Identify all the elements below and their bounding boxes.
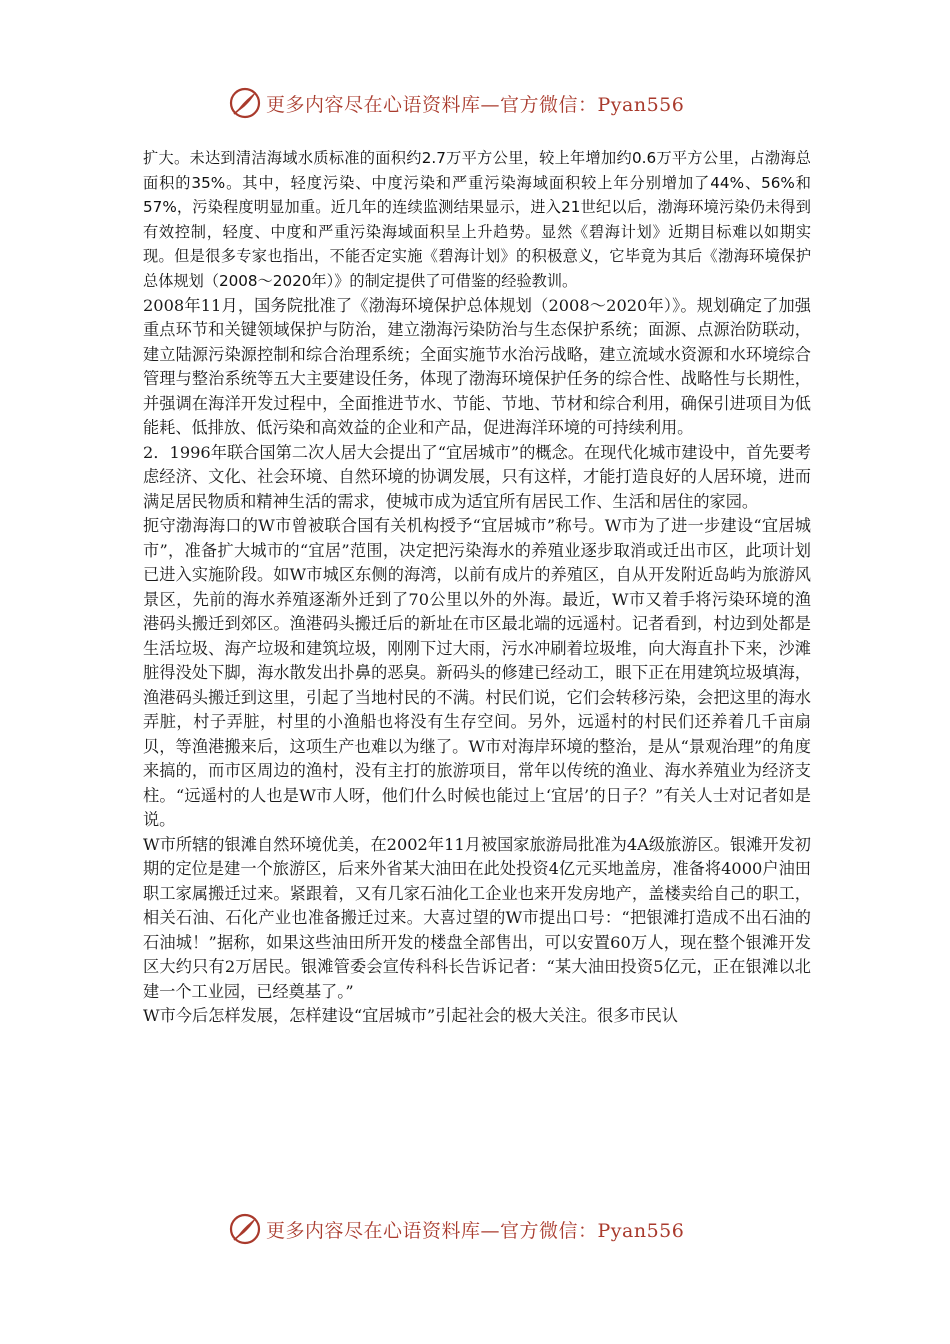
quill-logo-icon xyxy=(228,1212,262,1246)
banner-text: 更多内容尽在心语资料库—官方微信：Pyan556 xyxy=(266,93,685,116)
document-body xyxy=(143,146,811,1029)
footer-watermark-banner xyxy=(228,1212,748,1246)
paragraph-w-city-fishing-port: 扼守渤海海口的W市曾被联合国有关机构授予“宜居城市”称号。W市为了进一步建设“宜居城市”，准备扩大城市的“宜居”范围，决定把污染海水的养殖业逐步取消或迁出市区，此项计划已进入实施阶段。如W市城区东侧的海湾，以前有成片的养殖区，自从开发附近岛屿为旅游风景区，先前的海水养殖逐渐外迁到了70公里以外的外海。最近，W市又着手将污染环境的渔港码头搬迁到郊区。渔港码头搬迁后的新址在市区最北端的远遥村。记者看到，村边到处都是生活垃圾、海产垃圾和建筑垃圾，刚刚下过大雨，污水冲刷着垃圾堆，向大海直扑下来，沙滩脏得没处下脚，海水散发出扑鼻的恶臭。新码头的修建已经动工，眼下正在用建筑垃圾填海，渔港码头搬迁到这里，引起了当地村民的不满。村民们说，它们会转移污染，会把这里的海水弄脏，村子弄脏，村里的小渔船也将没有生存空间。另外，远遥村的村民们还养着几千亩扇贝，等渔港搬来后，这项生产也难以为继了。W市对海岸环境的整治，是从“景观治理”的角度来搞的，而市区周边的渔村，没有主打的旅游项目，常年以传统的渔业、海水养殖业为经济支柱。“远遥村的人也是W市人呀，他们什么时候也能过上‘宜居’的日子？”有关人士对记者如是说。 xyxy=(143,516,811,830)
paragraph-bohai-plan-2008: 2008年11月，国务院批准了《渤海环境保护总体规划（2008～2020年）》。规划确定了加强重点环节和关键领域保护与防治，建立渤海污染防治与生态保护系统；面源、点源治防联动，建立陆源污染源控制和综合治理系统；全面实施节水治污战略，建立流域水资源和水环境综合管理与整治系统等五大主要建设任务，体现了渤海环境保护任务的综合性、战略性与长期性，并强调在海洋开发过程中，全面推进节水、节能、节地、节材和综合利用，确保引进项目为低能耗、低排放、低污染和高效益的企业和产品，促进海洋环境的可持续利用。 xyxy=(143,295,811,438)
quill-logo-icon xyxy=(228,86,262,120)
header-watermark-banner xyxy=(228,86,748,120)
paragraph-w-city-future: W市今后怎样发展，怎样建设“宜居城市”引起社会的极大关注。很多市民认 xyxy=(143,1006,678,1026)
paragraph-bohai-pollution-summary: 扩大。未达到清洁海域水质标准的面积约2.7万平方公里，较上年增加约0.6万平方公里，占渤海总面积的35%。其中，轻度污染、中度污染和严重污染海域面积较上年分别增加了44%、56%和57%，污染程度明显加重。近几年的连续监测结果显示，进入21世纪以后，渤海环境污染仍未得到有效控制，轻度、中度和严重污染海域面积呈上升趋势。显然《碧海计划》近期目标难以如期实现。但是很多专家也指出，不能否定实施《碧海计划》的积极意义，它毕竟为其后《渤海环境保护总体规划（2008～2020年）》的制定提供了可借鉴的经验教训。 xyxy=(143,149,811,290)
paragraph-livable-city-concept: 2．1996年联合国第二次人居大会提出了“宜居城市”的概念。在现代化城市建设中，首先要考虑经济、文化、社会环境、自然环境的协调发展，只有这样，才能打造良好的人居环境，进而满足居民物质和精神生活的需求，使城市成为适宜所有居民工作、生活和居住的家园。 xyxy=(143,442,811,511)
paragraph-silver-beach: W市所辖的银滩自然环境优美，在2002年11月被国家旅游局批准为4A级旅游区。银滩开发初期的定位是建一个旅游区，后来外省某大油田在此处投资4亿元买地盖房，准备将4000户油田职工家属搬迁过来。紧跟着，又有几家石油化工企业也来开发房地产，盖楼卖给自己的职工，相关石油、石化产业也准备搬迁过来。大喜过望的W市提出口号：“把银滩打造成不出石油的石油城！”据称，如果这些油田所开发的楼盘全部售出，可以安置60万人，现在整个银滩开发区大约只有2万居民。银滩管委会宣传科科长告诉记者：“某大油田投资5亿元，正在银滩以北建一个工业园，已经奠基了。” xyxy=(143,834,811,1001)
banner-text: 更多内容尽在心语资料库—官方微信：Pyan556 xyxy=(266,1219,685,1242)
